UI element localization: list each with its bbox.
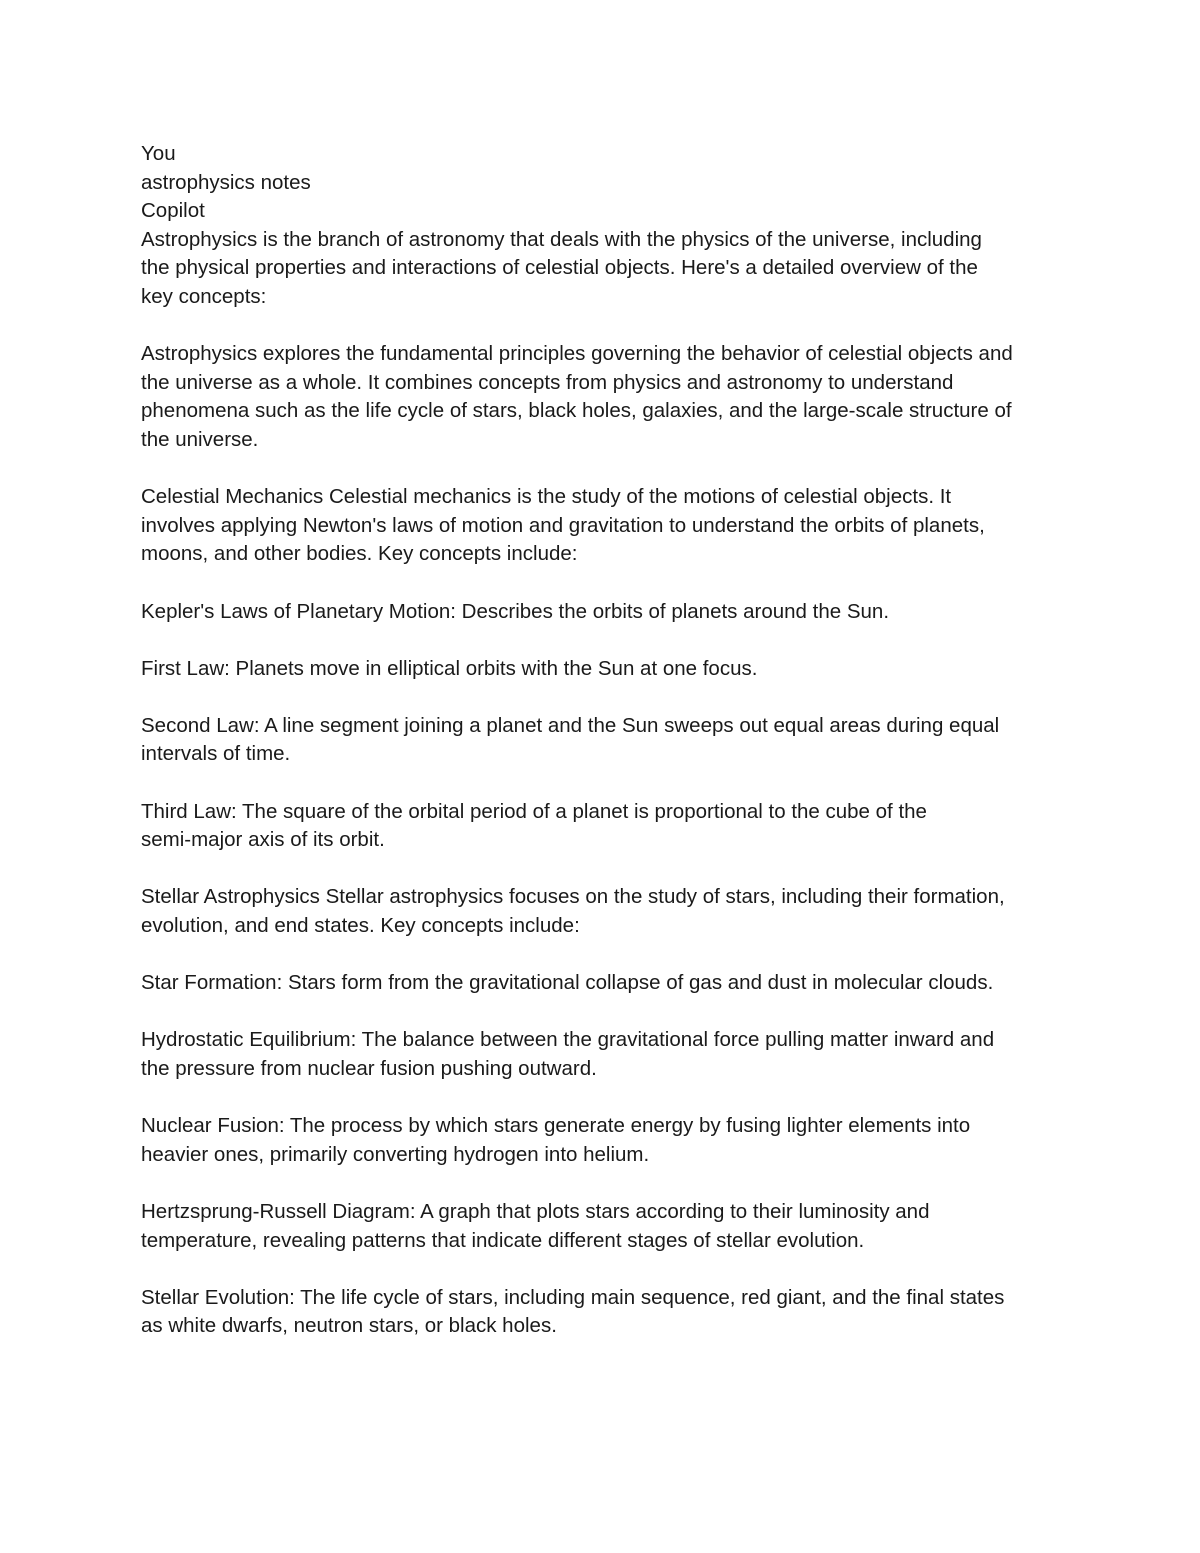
text-line: heavier ones, primarily converting hydrogen into helium. [141,1142,650,1166]
text-line: Stellar Astrophysics Stellar astrophysics focuses on the study of stars, including their formation, [141,885,1005,909]
document-body [141,140,1071,1370]
text-line: as white dwarfs, neutron stars, or black holes. [141,1314,557,1338]
text-line: moons, and other bodies. Key concepts include: [141,542,578,566]
paragraph [141,655,1071,684]
text-line: involves applying Newton's laws of motion and gravitation to understand the orbits of planets, [141,513,985,537]
text-line: Hydrostatic Equilibrium: The balance between the gravitational force pulling matter inward and [141,1028,995,1052]
paragraph [141,1026,1071,1083]
text-line: Astrophysics is the branch of astronomy that deals with the physics of the universe, including [141,227,982,251]
paragraph [141,1198,1071,1255]
text-line: Celestial Mechanics Celestial mechanics is the study of the motions of celestial objects. It [141,485,952,509]
paragraph [141,883,1071,940]
text-line: the universe. [141,427,259,451]
paragraph [141,798,1071,855]
text-line: intervals of time. [141,742,291,766]
paragraph [141,1284,1071,1341]
paragraph [141,226,1071,312]
paragraph [141,1112,1071,1169]
text-line: phenomena such as the life cycle of stars, black holes, galaxies, and the large-scale structure of [141,399,1012,423]
text-line: Hertzsprung-Russell Diagram: A graph that plots stars according to their luminosity and [141,1199,930,1223]
text-line: Star Formation: Stars form from the gravitational collapse of gas and dust in molecular clouds. [141,971,994,995]
text-line: First Law: Planets move in elliptical orbits with the Sun at one focus. [141,656,758,680]
text-line: Stellar Evolution: The life cycle of stars, including main sequence, red giant, and the final states [141,1285,1005,1309]
speaker-you-label: You [141,142,176,165]
paragraph [141,969,1071,998]
response-content [141,226,1071,1341]
paragraph [141,483,1071,569]
text-line: evolution, and end states. Key concepts include: [141,914,580,938]
text-line: Kepler's Laws of Planetary Motion: Describes the orbits of planets around the Sun. [141,599,890,623]
text-line: the pressure from nuclear fusion pushing outward. [141,1057,597,1080]
text-line: Second Law: A line segment joining a planet and the Sun sweeps out equal areas during equal [141,713,1000,737]
text-line: Third Law: The square of the orbital period of a planet is proportional to the cube of the [141,799,927,823]
paragraph [141,598,1071,627]
user-prompt: astrophysics notes [141,170,311,194]
paragraph [141,340,1071,454]
speaker-copilot-label: Copilot [141,199,205,223]
text-line: Nuclear Fusion: The process by which stars generate energy by fusing lighter elements into [141,1114,971,1138]
text-line: the universe as a whole. It combines concepts from physics and astronomy to understand [141,370,954,394]
text-line: the physical properties and interactions of celestial objects. Here's a detailed overview of the [141,256,978,280]
text-line: Astrophysics explores the fundamental principles governing the behavior of celestial objects and [141,342,1013,366]
text-line: key concepts: [141,284,267,308]
paragraph [141,712,1071,769]
text-line: semi-major axis of its orbit. [141,828,385,852]
text-line: temperature, revealing patterns that indicate different stages of stellar evolution. [141,1228,865,1252]
